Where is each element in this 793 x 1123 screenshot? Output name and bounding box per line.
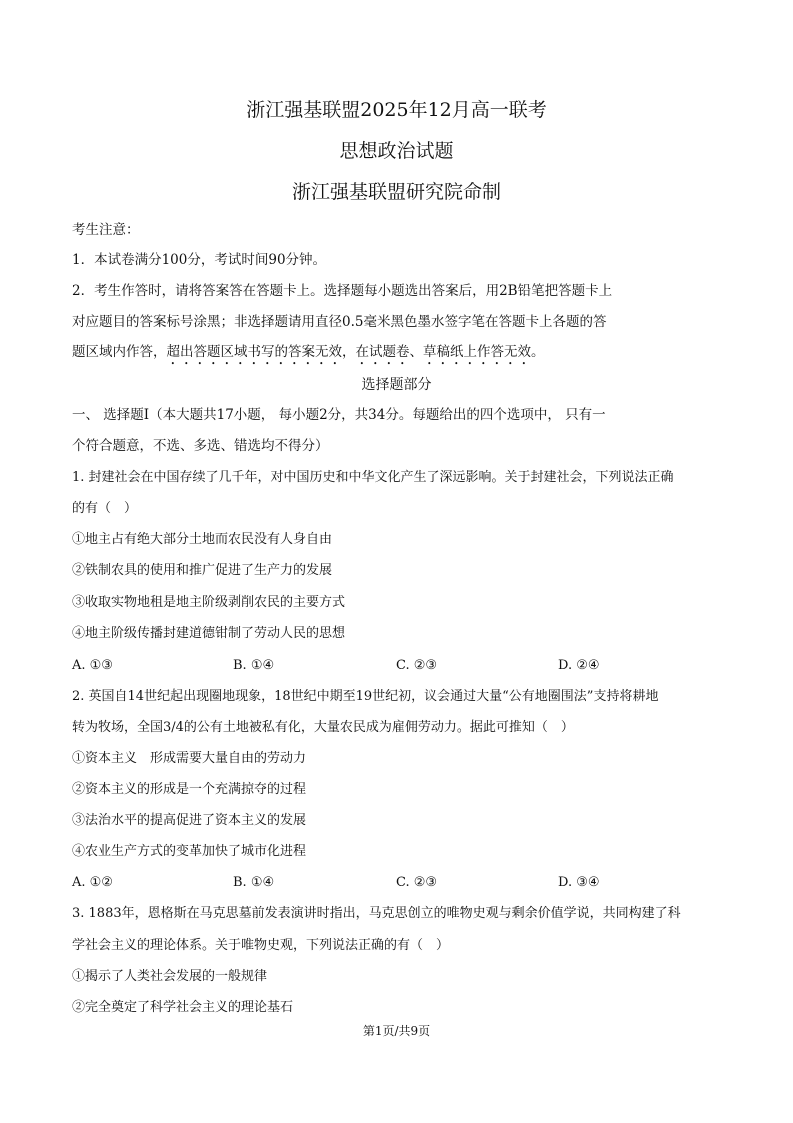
question-1-item-1: ①地主占有绝大部分土地而农民没有人身自由 (72, 532, 333, 547)
question-2-stem-line-1: 2. 英国自14世纪起出现圈地现象，18世纪中期至19世纪初，议会通过大量“公有地圈围法”支持将耕地 (72, 689, 659, 704)
question-1-stem-line-1: 1. 封建社会在中国存续了几千年，对中国历史和中华文化产生了深远影响。关于封建社会，下列说法正确 (72, 470, 674, 485)
notice-item-2-line-3-post: 。 (531, 344, 545, 360)
question-2-choice-c: C. ②③ (396, 875, 438, 890)
question-3-item-2: ②完全奠定了科学社会主义的理论基石 (72, 1000, 294, 1015)
question-2-item-4: ④农业生产方式的变革加快了城市化进程 (72, 844, 307, 859)
page-number: 第1页/共9页 (362, 1024, 431, 1038)
section-title: 选择题部分 (361, 377, 432, 393)
notice-heading: 考生注意： (72, 222, 140, 238)
question-2-item-1: ①资本主义 形成需要大量自由的劳动力 (72, 751, 307, 766)
question-3-stem-line-1: 3. 1883年，恩格斯在马克思墓前发表演讲时指出，马克思创立的唯物史观与剩余价值学说，共同构建了科 (72, 906, 681, 921)
question-1-choice-d: D. ②④ (558, 658, 600, 673)
notice-item-2-line-1: 2．考生作答时，请将答案答在答题卡上。选择题每小题选出答案后，用2B铅笔把答题卡上 (72, 283, 613, 299)
part1-instructions-line-1: 一、 选择题Ⅰ（本大题共17小题， 每小题2分，共34分。每题给出的四个选项中， 只有一 (72, 407, 606, 423)
question-1-choice-c: C. ②③ (396, 658, 438, 673)
notice-item-1: 1．本试卷满分100分，考试时间90分钟。 (72, 252, 327, 268)
question-3-item-1: ①揭示了人类社会发展的一般规律 (72, 969, 268, 984)
notice-item-2-line-3-pre: 题区域内作答， (72, 344, 167, 360)
question-2-choice-a: A. ①② (72, 875, 113, 890)
notice-emphasis-text: 超出答题区域书写的答案无效，在试题卷、草稿纸上作答无效 (166, 344, 531, 360)
question-3-stem-line-2: 学社会主义的理论体系。关于唯物史观，下列说法正确的有（ ） (72, 938, 450, 953)
question-2-stem-line-2: 转为牧场，全国3/4的公有土地被私有化，大量农民成为雇佣劳动力。据此可推知（ ） (72, 720, 574, 735)
question-1-item-2: ②铁制农具的使用和推广促进了生产力的发展 (72, 563, 333, 578)
question-1-stem-line-2: 的有（ ） (72, 501, 138, 516)
question-1-item-3: ③收取实物地租是地主阶级剥削农民的主要方式 (72, 595, 346, 610)
question-2-item-3: ③法治水平的提高促进了资本主义的发展 (72, 813, 307, 828)
question-2-choice-b: B. ①④ (233, 875, 275, 890)
exam-subject: 思想政治试题 (339, 140, 454, 162)
question-1-item-4: ④地主阶级传播封建道德钳制了劳动人民的思想 (72, 626, 346, 641)
question-1-choice-b: B. ①④ (233, 658, 275, 673)
notice-item-2-line-3 (72, 343, 724, 368)
exam-author: 浙江强基联盟研究院命制 (291, 181, 501, 203)
notice-item-2-line-2: 对应题目的答案标号涂黑；非选择题请用直径0.5毫米黑色墨水签字笔在答题卡上各题的答 (72, 314, 607, 330)
question-2-choice-d: D. ③④ (558, 875, 600, 890)
question-2-item-2: ②资本主义的形成是一个充满掠夺的过程 (72, 782, 307, 797)
part1-instructions-line-2: 个符合题意，不选、多选、错选均不得分） (72, 438, 329, 454)
exam-title: 浙江强基联盟2025年12月高一联考 (246, 99, 547, 121)
question-1-choice-a: A. ①③ (72, 658, 113, 673)
